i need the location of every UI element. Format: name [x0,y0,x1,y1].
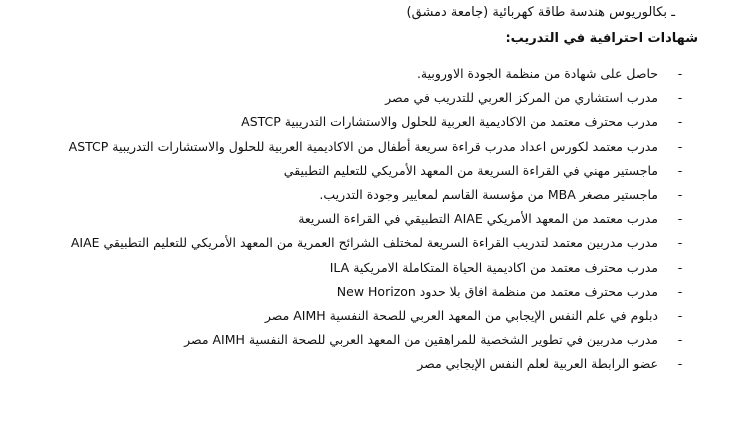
dash-icon: - [677,332,683,348]
list-item [0,163,750,187]
list-item [0,260,750,284]
list-item [0,235,750,259]
dash-icon: - [677,162,683,178]
degree-text: بكالوريوس هندسة طاقة كهربائية (جامعة دمشق) [406,5,668,20]
certificates-list [0,66,750,380]
list-item [0,332,750,356]
list-item [0,211,750,235]
dash-icon: - [677,186,683,202]
degree-bullet: ـ [671,5,675,20]
list-item-text: مدرب محترف معتمد من منظمة افاق بلا حدود New Horizon [336,283,658,299]
list-item-text: عضو الرابطة العربية لعلم النفس الإيجابي مصر [417,356,658,372]
dash-icon: - [677,235,683,251]
dash-icon: - [677,66,683,81]
list-item-text: حاصل على شهادة من منظمة الجودة الاوروبية. [416,66,658,81]
list-item [0,187,750,211]
dash-icon: - [677,114,683,130]
list-item-text: دبلوم في علم النفس الإيجابي من المعهد العربي للصحة النفسية AIMH مصر [264,307,658,323]
dash-icon: - [677,356,683,372]
list-item-text: مدرب مدربين في تطوير الشخصية للمراهقين من المعهد العربي للصحة النفسية AIMH مصر [184,332,658,348]
list-item [0,308,750,332]
list-item-text: مدرب معتمد لكورس اعداد مدرب قراءة سريعة أطفال من الاكاديمية العربية للحلول والاستشارات التدريبية ASTCP [68,138,658,154]
list-item-text: مدرب مدربين معتمد لتدريب القراءة السريعة لمختلف الشرائح العمرية من المعهد الأمريكي للتعليم التطبيقي AIAE [70,235,658,251]
list-item [0,114,750,138]
dash-icon: - [677,211,683,227]
dash-icon: - [677,90,683,106]
list-item-text: مدرب استشاري من المركز العربي للتدريب في مصر [385,90,658,106]
list-item [0,66,750,90]
list-item-text: مدرب معتمد من المعهد الأمريكي AIAE التطبيقي في القراءة السريعة [298,211,658,227]
dash-icon: - [677,259,683,275]
section-heading: شهادات احترافية في التدريب: [505,31,698,46]
dash-icon: - [677,138,683,154]
dash-icon: - [677,283,683,299]
list-item [0,284,750,308]
list-item-text: مدرب محترف معتمد من الاكاديمية العربية للحلول والاستشارات التدريبية ASTCP [241,114,658,130]
list-item-text: مدرب محترف معتمد من اكاديمية الحياة المتكاملة الامريكية ILA [329,259,658,275]
degree-line [0,5,750,21]
list-item-text: ماجستير مصغر MBA من مؤسسة القاسم لمعايير وجودة التدريب. [319,186,658,202]
list-item-text: ماجستير مهني في القراءة السريعة من المعهد الأمريكي للتعليم التطبيقي [283,162,658,178]
list-item [0,139,750,163]
dash-icon: - [677,307,683,323]
list-item [0,90,750,114]
list-item [0,356,750,380]
